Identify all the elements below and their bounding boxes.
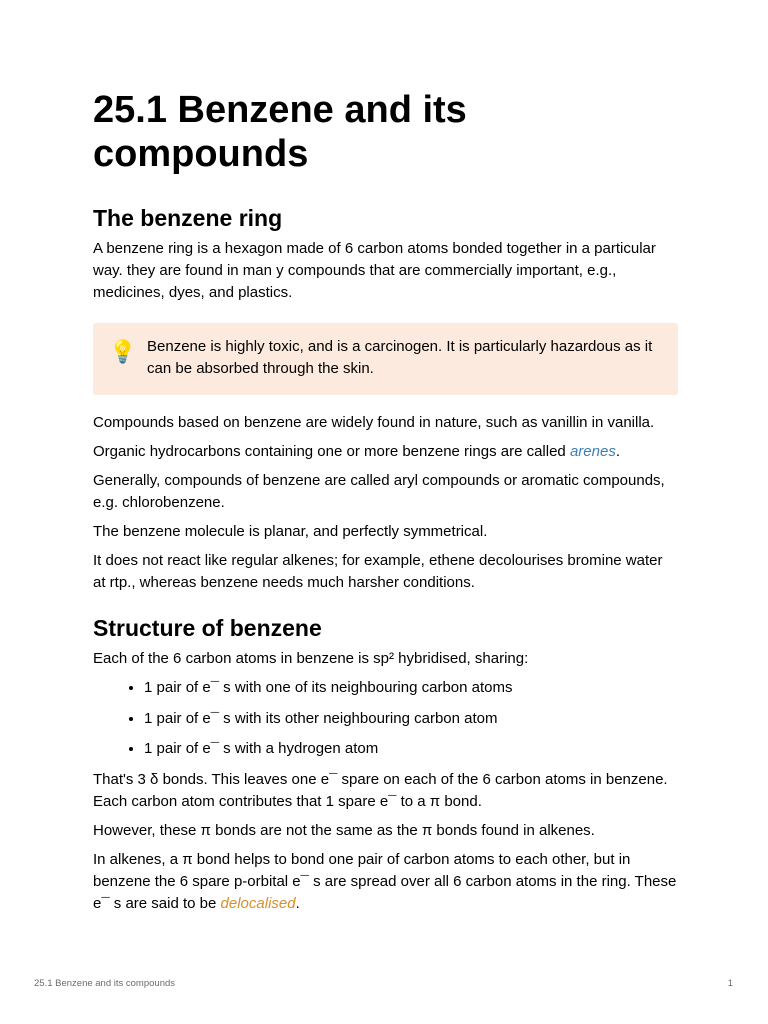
list-item: • 1 pair of e¯ s with a hydrogen atom <box>144 738 678 760</box>
delocalised-text: In alkenes, a π bond helps to bond one pair of carbon atoms to each other, but in benzene the 6 spare p-orbital e¯ s are spread over all 6 carbon atoms in the ring. These e¯ s are said to be <box>93 850 677 912</box>
section-heading-structure: Structure of benzene <box>93 615 322 641</box>
paragraph-alkenes-compare: It does not react like regular alkenes; for example, ethene decolourises bromine water at rtp., whereas benzene needs much harsher conditions. <box>93 552 663 591</box>
paragraph-intro: A benzene ring is a hexagon made of 6 carbon atoms bonded together in a particular way. they are found in man y compounds that are commercially important, e.g., medicines, dyes, and plastics. <box>93 240 656 301</box>
paragraph-arenes <box>93 441 678 463</box>
arenes-text: Organic hydrocarbons containing one or more benzene rings are called <box>93 443 570 460</box>
arenes-period: . <box>615 443 620 460</box>
arenes-link[interactable]: arenes <box>569 443 616 460</box>
warning-callout <box>93 323 678 395</box>
page-title: 25.1 Benzene and its compounds <box>93 89 467 175</box>
paragraph-aryl: Generally, compounds of benzene are called aryl compounds or aromatic compounds, e.g. chlorobenzene. <box>93 472 665 511</box>
list-item: • 1 pair of e¯ s with one of its neighbouring carbon atoms <box>144 677 678 699</box>
list-item: • 1 pair of e¯ s with its other neighbouring carbon atom <box>144 708 678 730</box>
callout-text: Benzene is highly toxic, and is a carcinogen. It is particularly hazardous as it can be absorbed through the skin. <box>147 338 653 377</box>
paragraph-planar: The benzene molecule is planar, and perfectly symmetrical. <box>93 523 488 540</box>
section-heading-benzene-ring: The benzene ring <box>93 205 283 231</box>
page-footer <box>34 978 733 989</box>
page-content <box>93 88 678 922</box>
paragraph-pi-bonds: However, these π bonds are not the same as the π bonds found in alkenes. <box>93 821 595 839</box>
paragraph-delta-bonds: That's 3 δ bonds. This leaves one e¯ spare on each of the 6 carbon atoms in benzene. Each carbon atom contributes that 1 spare e¯ to a π bond. <box>93 770 668 810</box>
paragraph-hybridised: Each of the 6 carbon atoms in benzene is sp² hybridised, sharing: <box>93 650 529 667</box>
page-number: 1 <box>727 978 733 989</box>
lightbulb-icon: 💡 <box>109 339 137 364</box>
bullet-list <box>93 677 678 760</box>
delocalised-period: . <box>295 894 300 912</box>
paragraph-delocalised <box>93 849 678 915</box>
paragraph-vanillin: Compounds based on benzene are widely found in nature, such as vanillin in vanilla. <box>93 414 655 431</box>
delocalised-link[interactable]: delocalised <box>220 894 296 912</box>
footer-title: 25.1 Benzene and its compounds <box>34 978 176 989</box>
